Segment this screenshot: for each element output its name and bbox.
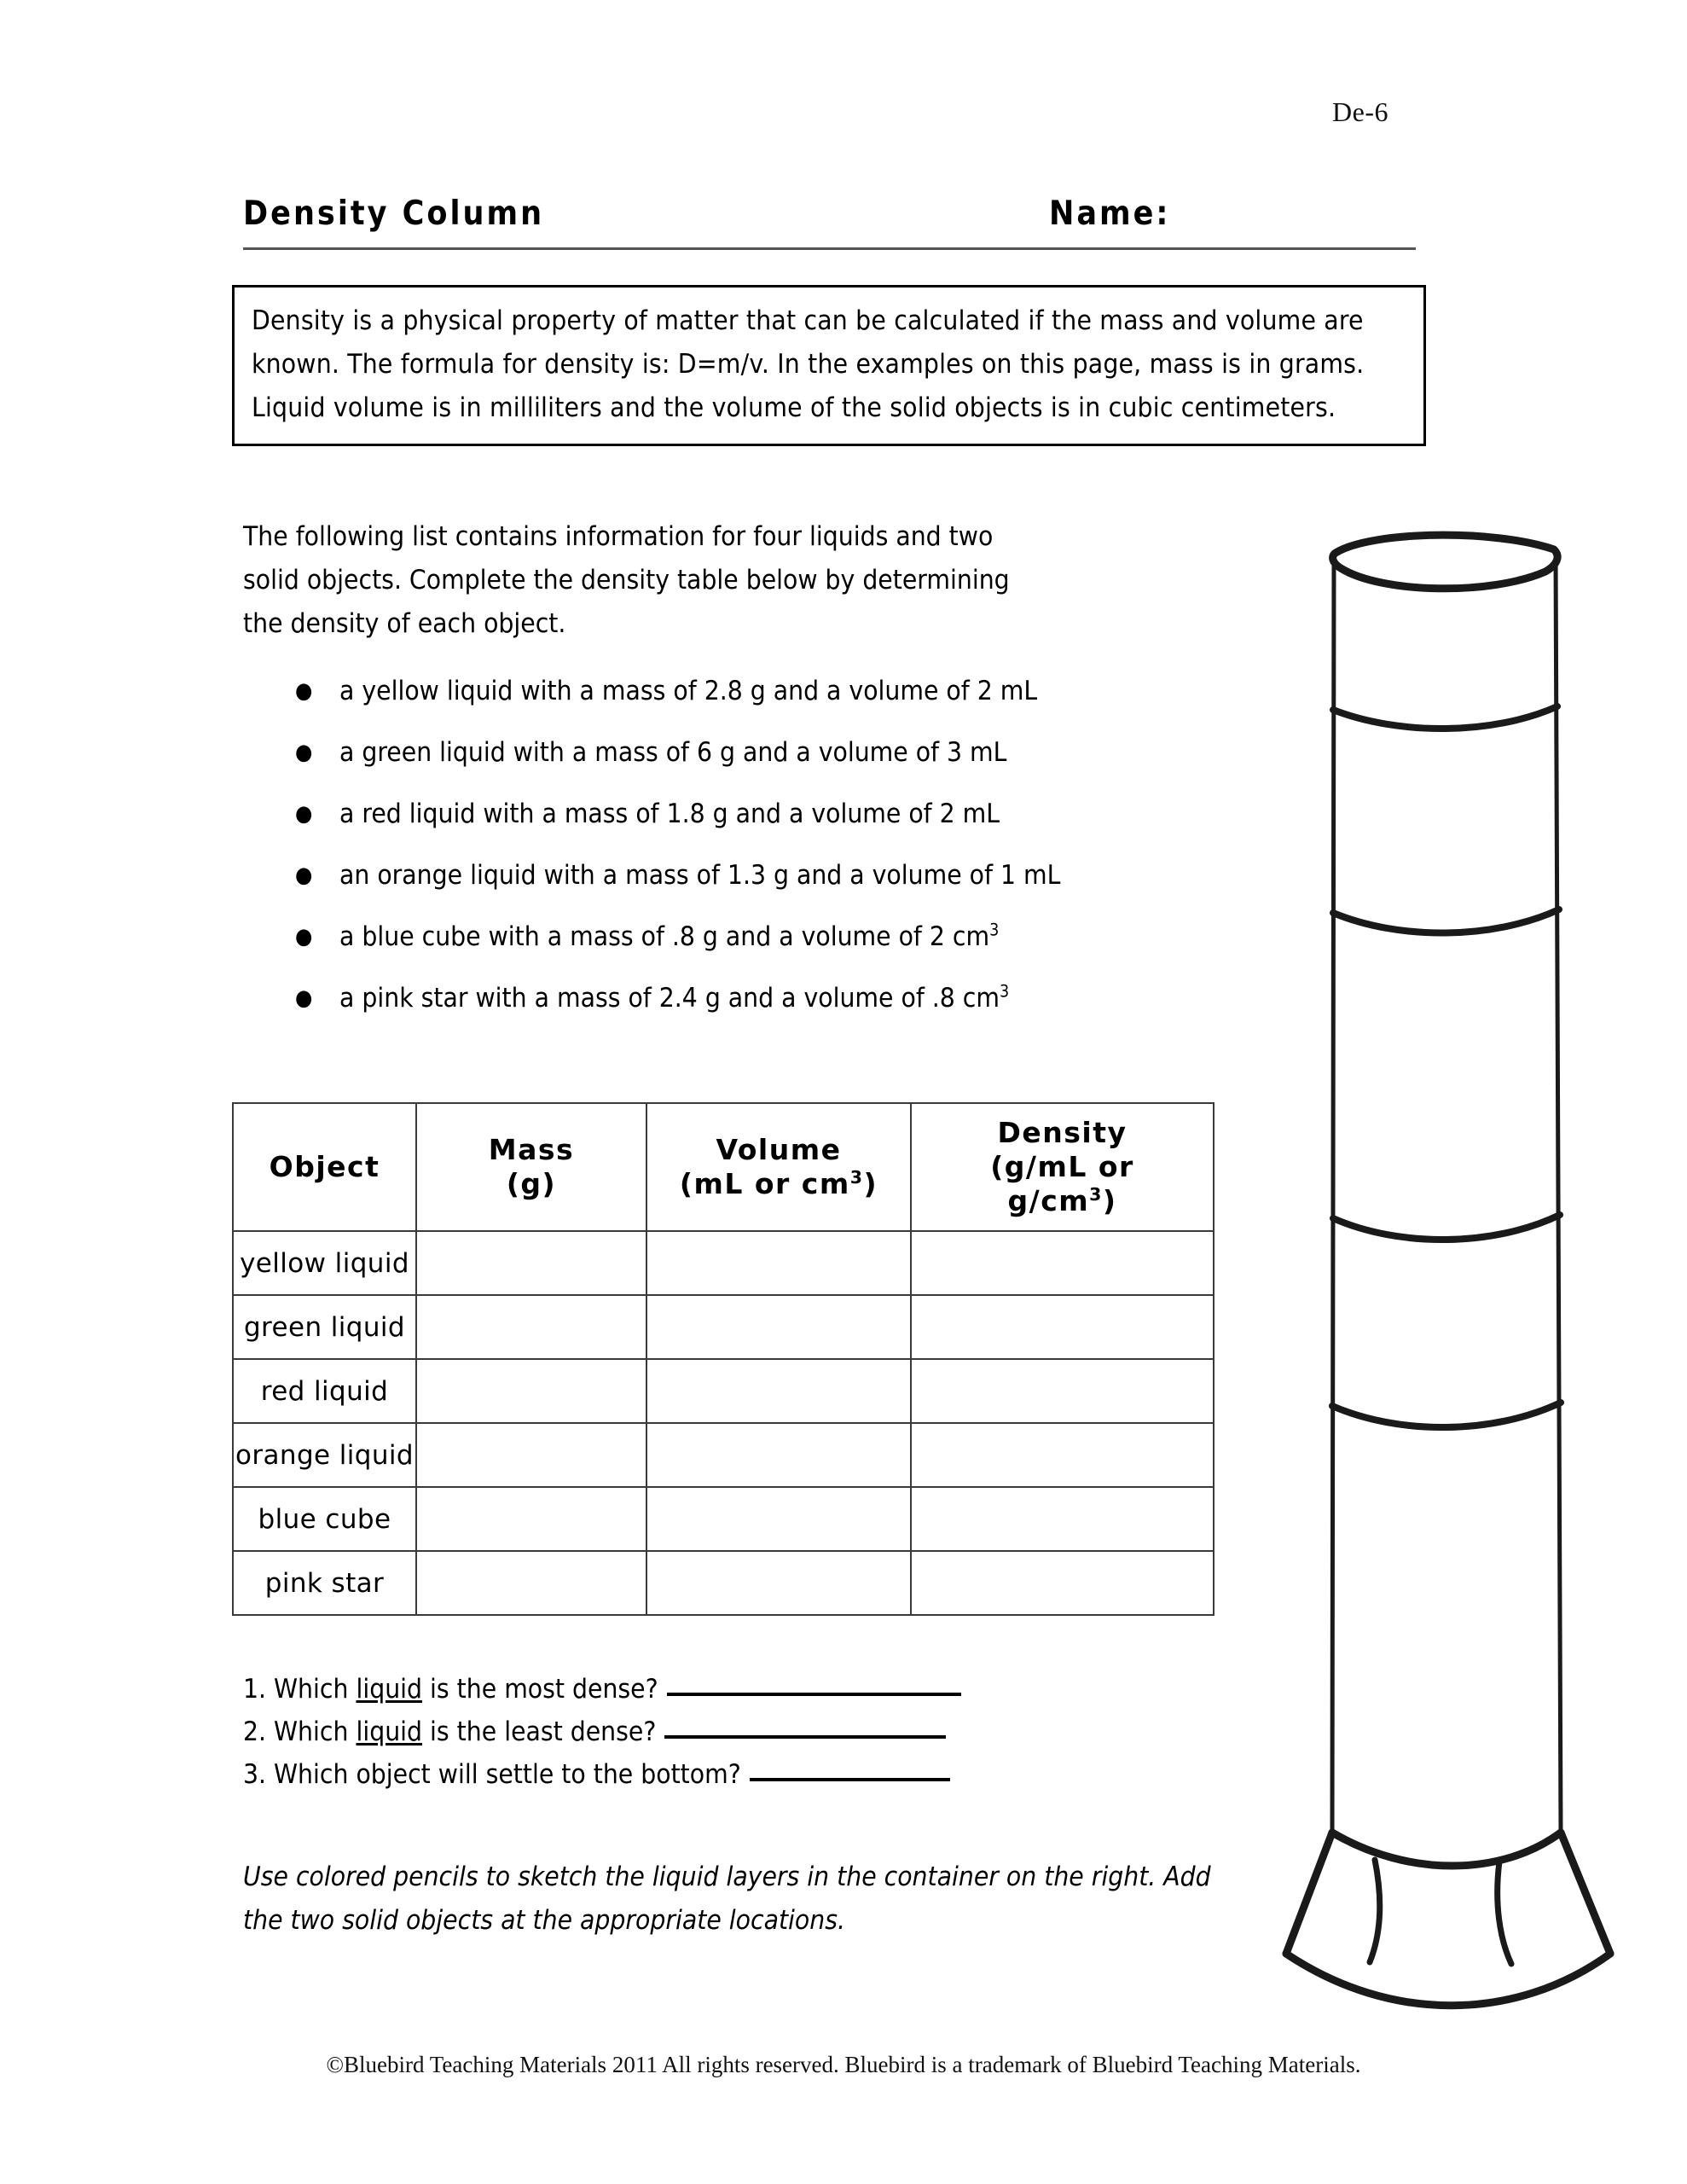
intro-text: Density is a physical property of matter that can be calculated if the mass and volume are known. The formula for density is: D=m/v. In the examples on this page, mass is in grams. Liquid volume is in milliliters and the volume of the solid objects is in cubic centimeters. — [252, 305, 1365, 423]
column-header-object — [233, 1103, 416, 1231]
list-item — [281, 733, 1237, 772]
column-header-object-label: Object — [269, 1150, 380, 1183]
table-row — [233, 1487, 1214, 1551]
bullet-icon: ● — [295, 924, 313, 950]
table-row — [233, 1359, 1214, 1423]
column-header-density-unit2: g/cm — [1007, 1184, 1090, 1217]
list-item-label: a blue cube with a mass of .8 g and a volume of 2 cm — [339, 921, 990, 952]
table-header-row — [233, 1103, 1214, 1231]
column-header-mass-label: Mass — [488, 1133, 575, 1166]
bullet-icon: ● — [295, 740, 313, 765]
questions-list — [243, 1668, 1249, 1796]
superscript: 3 — [989, 920, 1000, 940]
name-field-label: Name: — [1049, 195, 1171, 233]
question-number: 3. — [243, 1759, 267, 1790]
table-row — [233, 1295, 1214, 1359]
superscript: 3 — [1000, 981, 1010, 1002]
list-item-label: an orange liquid with a mass of 1.3 g and a volume of 1 mL — [339, 860, 1061, 891]
row-object-label: red liquid — [233, 1359, 416, 1423]
question-2 — [243, 1711, 1249, 1753]
superscript: 3 — [1089, 1184, 1103, 1205]
cell-density[interactable] — [911, 1423, 1214, 1487]
column-header-volume-unit-end: ) — [863, 1167, 878, 1200]
bullet-icon: ● — [295, 801, 313, 827]
question-1 — [243, 1668, 1249, 1711]
cylinder-band-3 — [1333, 1215, 1560, 1240]
cylinder-left-wall — [1332, 556, 1334, 1833]
list-item — [281, 917, 1237, 956]
question-emphasis: liquid — [356, 1716, 423, 1747]
row-object-label: yellow liquid — [233, 1231, 416, 1295]
cell-density[interactable] — [911, 1231, 1214, 1295]
cylinder-base-bottom-curve — [1286, 1954, 1610, 2006]
cylinder-svg — [1279, 512, 1620, 2073]
cell-mass[interactable] — [416, 1231, 646, 1295]
cylinder-right-wall — [1556, 555, 1561, 1833]
question-text-before: Which — [274, 1674, 357, 1705]
column-header-volume — [646, 1103, 911, 1231]
cylinder-base-top-curve — [1332, 1833, 1561, 1866]
row-object-label: blue cube — [233, 1487, 416, 1551]
column-header-volume-label: Volume — [716, 1133, 842, 1166]
bullet-icon: ● — [295, 985, 313, 1011]
object-list — [281, 671, 1237, 1040]
density-table — [232, 1102, 1215, 1616]
list-item — [281, 671, 1237, 711]
cell-volume[interactable] — [646, 1487, 911, 1551]
page-title: Density Column — [243, 195, 545, 233]
question-text-before: Which — [274, 1716, 357, 1747]
cell-mass[interactable] — [416, 1487, 646, 1551]
header-title-row — [243, 195, 1416, 250]
cell-density[interactable] — [911, 1295, 1214, 1359]
question-text-after: is the most dense? — [422, 1674, 658, 1705]
cylinder-band-2 — [1333, 909, 1559, 933]
column-header-mass-unit: (g) — [506, 1167, 557, 1200]
answer-blank-2[interactable] — [664, 1735, 946, 1739]
column-header-density-unit-end: ) — [1102, 1184, 1117, 1217]
cell-volume[interactable] — [646, 1231, 911, 1295]
column-header-density — [911, 1103, 1214, 1231]
row-object-label: pink star — [233, 1551, 416, 1615]
cylinder-base-tick-left — [1370, 1860, 1380, 1962]
cell-volume[interactable] — [646, 1295, 911, 1359]
cylinder-band-1 — [1333, 706, 1557, 729]
cylinder-base-tick-right — [1498, 1862, 1511, 1964]
cylinder-rim — [1333, 535, 1557, 589]
cell-volume[interactable] — [646, 1423, 911, 1487]
answer-blank-1[interactable] — [667, 1693, 961, 1696]
footer-copyright: ©Bluebird Teaching Materials 2011 All rights reserved. Bluebird is a trademark of Bluebird Teaching Materials. — [326, 2052, 1361, 2077]
cell-density[interactable] — [911, 1487, 1214, 1551]
question-text-before: Which object will settle to the bottom? — [274, 1759, 741, 1790]
list-item — [281, 794, 1237, 834]
table-row — [233, 1423, 1214, 1487]
column-header-density-label: Density — [997, 1116, 1128, 1149]
cell-volume[interactable] — [646, 1551, 911, 1615]
graduated-cylinder-illustration — [1279, 512, 1620, 2073]
row-object-label: green liquid — [233, 1295, 416, 1359]
column-header-density-unit: (g/mL or — [990, 1150, 1134, 1183]
question-3 — [243, 1753, 1249, 1796]
column-header-volume-unit: (mL or cm — [679, 1167, 850, 1200]
question-number: 1. — [243, 1674, 267, 1705]
list-item-label: a pink star with a mass of 2.4 g and a volume of .8 cm — [339, 983, 1000, 1014]
cell-mass[interactable] — [416, 1551, 646, 1615]
row-object-label: orange liquid — [233, 1423, 416, 1487]
list-item — [281, 979, 1237, 1018]
intro-box — [232, 285, 1426, 446]
list-item-label: a red liquid with a mass of 1.8 g and a volume of 2 mL — [339, 799, 1000, 829]
cell-volume[interactable] — [646, 1359, 911, 1423]
cell-mass[interactable] — [416, 1359, 646, 1423]
table-row — [233, 1231, 1214, 1295]
cylinder-base-right — [1561, 1833, 1610, 1954]
lead-paragraph: The following list contains information for four liquids and two solid objects. Complete the density table below by determining the density of each object. — [243, 521, 1010, 639]
table-row — [233, 1551, 1214, 1615]
question-number: 2. — [243, 1716, 267, 1747]
bullet-icon: ● — [295, 678, 313, 704]
cell-density[interactable] — [911, 1359, 1214, 1423]
list-item-label: a yellow liquid with a mass of 2.8 g and a volume of 2 mL — [339, 676, 1038, 706]
closing-instruction: Use colored pencils to sketch the liquid layers in the container on the right. Add the two solid objects at the appropriate locations. — [243, 1862, 1211, 1936]
cylinder-base-left — [1286, 1833, 1332, 1954]
question-emphasis: liquid — [356, 1674, 423, 1705]
answer-blank-3[interactable] — [750, 1778, 950, 1781]
superscript: 3 — [849, 1167, 864, 1188]
question-text-after: is the least dense? — [422, 1716, 657, 1747]
page-code: De-6 — [1332, 96, 1388, 127]
bullet-icon: ● — [295, 863, 313, 888]
list-item-label: a green liquid with a mass of 6 g and a volume of 3 mL — [339, 737, 1007, 768]
column-header-mass — [416, 1103, 646, 1231]
cell-mass[interactable] — [416, 1295, 646, 1359]
list-item — [281, 856, 1237, 895]
cell-density[interactable] — [911, 1551, 1214, 1615]
cylinder-band-4 — [1332, 1403, 1561, 1427]
cell-mass[interactable] — [416, 1423, 646, 1487]
